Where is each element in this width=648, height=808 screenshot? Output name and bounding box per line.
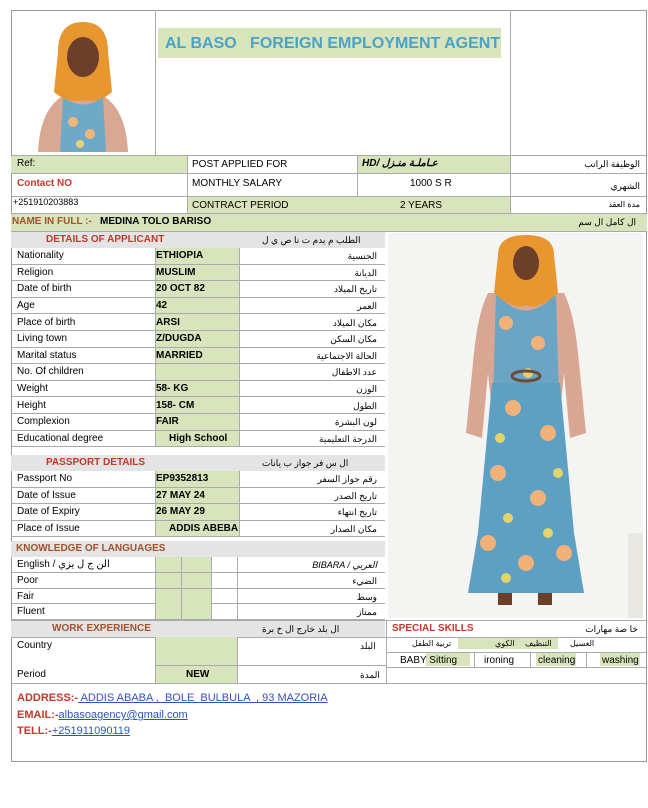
passport-ar: مكان الصدار — [330, 524, 377, 535]
detail-value: ARSI — [156, 316, 180, 328]
detail-value: ETHIOPIA — [156, 250, 204, 262]
detail-ar: الطول — [353, 400, 377, 411]
skill-baby: BABY Sitting — [400, 655, 458, 666]
detail-label: Living town — [17, 333, 68, 345]
detail-row — [11, 364, 385, 381]
passport-label: Date of Expiry — [17, 506, 80, 518]
detail-value: 42 — [156, 300, 168, 312]
ref-label: Ref: — [17, 158, 36, 169]
language-row — [11, 604, 385, 620]
period-value: NEW — [186, 669, 210, 680]
detail-label: Religion — [17, 266, 54, 278]
detail-ar: الجنسية — [347, 251, 377, 262]
post-value: HD/ عـاملـة منـزل — [362, 158, 438, 169]
detail-row — [11, 414, 385, 431]
applicant-photo-small — [18, 12, 148, 152]
email-line — [17, 709, 188, 721]
name-ar: ال كامل ال سم — [578, 217, 636, 227]
detail-label: No. Of children — [17, 366, 84, 378]
detail-ar: الوزن — [356, 384, 377, 395]
language-row — [11, 573, 385, 589]
tel-label: TELL:- — [17, 725, 52, 737]
email-label: EMAIL:- — [17, 709, 59, 721]
detail-ar: لون البشرة — [334, 417, 377, 428]
detail-label: Nationality — [17, 250, 64, 262]
detail-ar: الديانة — [354, 267, 377, 278]
passport-row — [11, 521, 385, 538]
language-label: English / الن ج ل يزي — [17, 559, 110, 570]
language-row — [11, 557, 385, 573]
detail-label: Date of birth — [17, 283, 72, 295]
salary-label: MONTHLY SALARY — [192, 178, 283, 189]
contract-ar: مدة العقد — [608, 200, 640, 209]
detail-value: 58- KG — [156, 383, 189, 395]
detail-label: Age — [17, 300, 35, 312]
contract-value: 2 YEARS — [400, 200, 443, 211]
skills-title: SPECIAL SKILLS — [392, 623, 474, 634]
detail-value: Z/DUGDA — [156, 333, 202, 345]
address-label: ADDRESS:- — [17, 692, 79, 704]
post-label: POST APPLIED FOR — [192, 159, 288, 170]
skill-cleaning: cleaning — [538, 655, 576, 666]
language-ar: وسط — [356, 591, 377, 602]
detail-label: Place of birth — [17, 316, 76, 328]
details-title: DETAILS OF APPLICANT — [46, 234, 165, 245]
salary-value: 1000 S R — [410, 178, 452, 189]
detail-label: Educational degree — [17, 432, 104, 444]
passport-label: Passport No — [17, 473, 73, 485]
skill-ar-3: التنظيف — [525, 639, 552, 648]
passport-ar: تاريخ الصدر — [334, 490, 377, 501]
detail-ar: الدرجة التعليمية — [319, 433, 377, 444]
salary-ar: الشهري — [610, 181, 640, 191]
detail-row — [11, 348, 385, 365]
contact-label: Contact NO — [17, 178, 72, 189]
detail-value: MUSLIM — [156, 266, 196, 278]
passport-row — [11, 471, 385, 488]
work-title: WORK EXPERIENCE — [52, 623, 151, 634]
detail-ar: الحالة الاجتماعية — [316, 350, 377, 361]
detail-value: 20 OCT 82 — [156, 283, 205, 295]
name-label: NAME IN FULL :- — [12, 216, 92, 227]
languages-title: KNOWLEDGE OF LANGUAGES — [16, 543, 166, 554]
detail-label: Complexion — [17, 416, 70, 428]
detail-value: High School — [169, 432, 228, 444]
passport-value: 27 MAY 24 — [156, 489, 205, 501]
skill-ar-1: تربية الطفل — [412, 639, 452, 648]
language-ar: ممتاز — [357, 607, 377, 618]
language-label: Poor — [17, 574, 39, 586]
agency-title: AL BASO FOREIGN EMPLOYMENT AGENT — [165, 35, 501, 52]
detail-ar: مكان السكن — [330, 334, 377, 345]
country-label: Country — [17, 640, 53, 651]
contact-phone: +251910203883 — [13, 197, 79, 207]
skill-ar-2: الكوي — [495, 639, 515, 648]
detail-row — [11, 331, 385, 348]
passport-value: 26 MAY 29 — [156, 506, 205, 518]
language-ar: BIBARA / العربي — [312, 560, 377, 570]
detail-label: Weight — [17, 383, 48, 395]
passport-title-ar: ال س فر جواز ب يانات — [262, 458, 349, 468]
passport-row — [11, 504, 385, 521]
detail-ar: العمر — [357, 301, 377, 312]
email-link[interactable]: albasoagency@gmail.com — [58, 709, 188, 721]
passport-value: EP9352813 — [156, 473, 209, 485]
details-title-ar: الطلب م يدم ت نا ص ي ل — [262, 235, 361, 245]
detail-row — [11, 381, 385, 398]
skill-washing: washing — [602, 655, 639, 666]
detail-ar: مكان الميلاد — [332, 317, 377, 328]
passport-row — [11, 488, 385, 505]
post-ar: الوظيفة الراتب — [584, 159, 640, 169]
detail-row — [11, 298, 385, 315]
language-label: Fluent — [17, 606, 45, 618]
skills-title-ar: خا صة مهارات — [585, 624, 638, 634]
work-title-ar: ال بلد خارج ال خ برة — [262, 624, 340, 634]
detail-label: Height — [17, 399, 46, 411]
detail-ar: تاريخ الميلاد — [334, 284, 377, 295]
address-value[interactable]: ADDIS ABABA , BOLE BULBULA , 93 MAZORIA — [78, 692, 328, 704]
detail-row — [11, 397, 385, 414]
detail-value: MARRIED — [156, 349, 203, 361]
detail-row — [11, 314, 385, 331]
name-value: MEDINA TOLO BARISO — [100, 216, 212, 227]
passport-label: Place of Issue — [17, 523, 80, 535]
tel-line — [17, 725, 130, 737]
applicant-photo-full — [388, 233, 643, 618]
skill-ironing: ironing — [484, 655, 515, 666]
language-label: Fair — [17, 590, 35, 602]
detail-value: FAIR — [156, 416, 179, 428]
detail-row — [11, 248, 385, 265]
detail-label: Marital status — [17, 349, 77, 361]
period-ar: المدة — [360, 670, 380, 680]
address-line — [17, 692, 328, 704]
contract-label: CONTRACT PERIOD — [192, 200, 289, 211]
detail-ar: عدد الاطفال — [331, 367, 377, 378]
passport-label: Date of Issue — [17, 489, 76, 501]
language-ar: الضيء — [352, 575, 377, 586]
period-label: Period — [17, 669, 46, 680]
country-ar: البلد — [360, 641, 376, 651]
passport-title: PASSPORT DETAILS — [46, 457, 146, 468]
passport-ar: تاريخ انتهاء — [337, 507, 377, 518]
passport-value: ADDIS ABEBA — [169, 523, 239, 535]
language-row — [11, 589, 385, 605]
skill-ar-4: الغسيل — [570, 639, 595, 648]
detail-value: 158- CM — [156, 399, 195, 411]
detail-row — [11, 281, 385, 298]
passport-ar: رقم جواز السفر — [317, 474, 377, 485]
detail-row — [11, 431, 385, 448]
detail-row — [11, 265, 385, 282]
tel-link[interactable]: +251911090119 — [51, 725, 131, 737]
